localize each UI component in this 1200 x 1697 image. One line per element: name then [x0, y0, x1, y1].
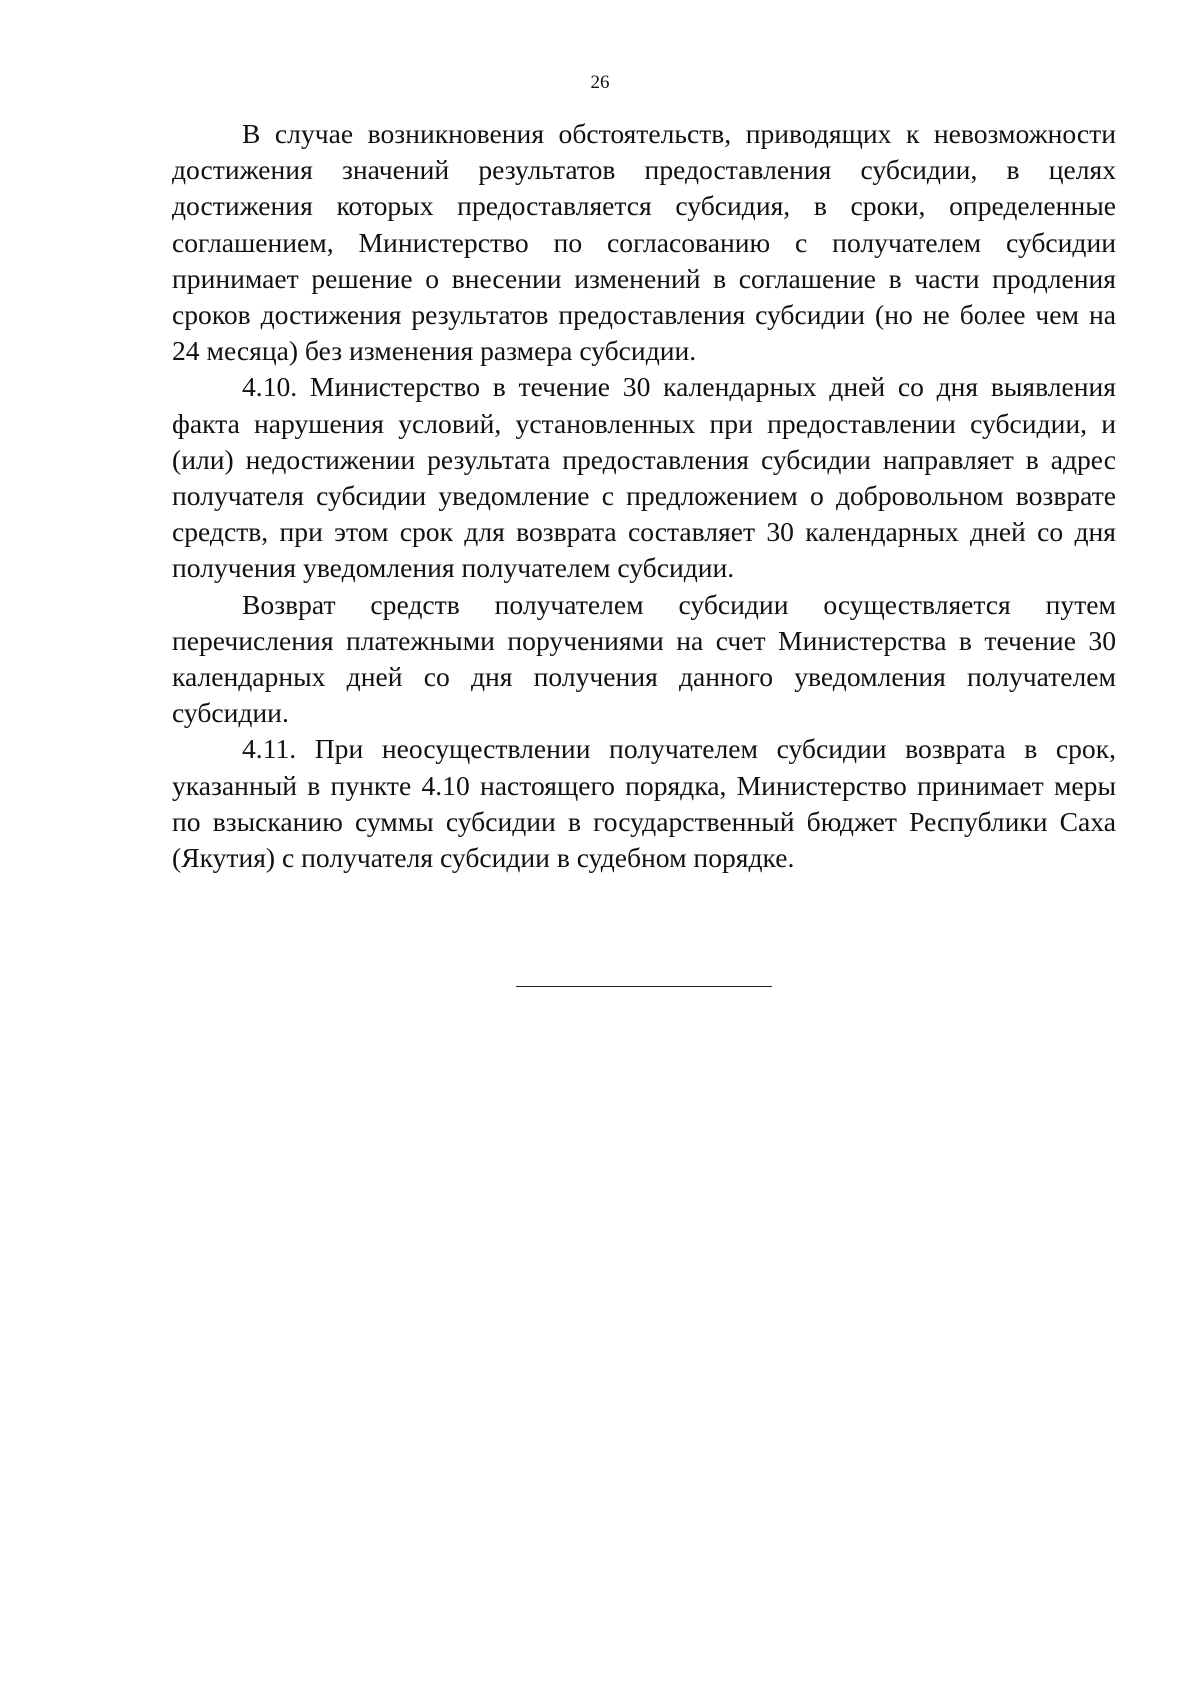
paragraph-4-10: 4.10. Министерство в течение 30 календарных дней со дня выявления факта нарушения условий, установленных при предоставлении субсидии, и (или) недостижении результата предоставления субсидии направляет в адрес получателя субсидии уведомление с предложением о добровольном возврате средств, при этом срок для возврата составляет 30 календарных дней со дня получения уведомления получателем субсидии. [172, 371, 1116, 584]
page-number: 26 [590, 72, 610, 93]
paragraph-extension-of-deadlines: В случае возникновения обстоятельств, приводящих к невозможности достижения значений результатов предоставления субсидии, в целях достижения которых предоставляется субсидия, в сроки, определенные соглашением, Министерство по согласованию с получателем субсидии принимает решение о внесении изменений в соглашение в части продления сроков достижения результатов предоставления субсидии (но не более чем на 24 месяца) без изменения размера субсидии. [172, 118, 1116, 367]
end-of-document-rule [516, 986, 772, 987]
document-body [172, 116, 1116, 876]
paragraph-refund-procedure: Возврат средств получателем субсидии осуществляется путем перечисления платежными поручениями на счет Министерства в течение 30 календарных дней со дня получения данного уведомления получателем субсидии. [172, 588, 1116, 729]
paragraph-4-11: 4.11. При неосуществлении получателем субсидии возврата в срок, указанный в пункте 4.10 настоящего порядка, Министерство принимает меры по взысканию суммы субсидии в государственный бюджет Республики Саха (Якутия) с получателя субсидии в судебном порядке. [172, 733, 1116, 874]
